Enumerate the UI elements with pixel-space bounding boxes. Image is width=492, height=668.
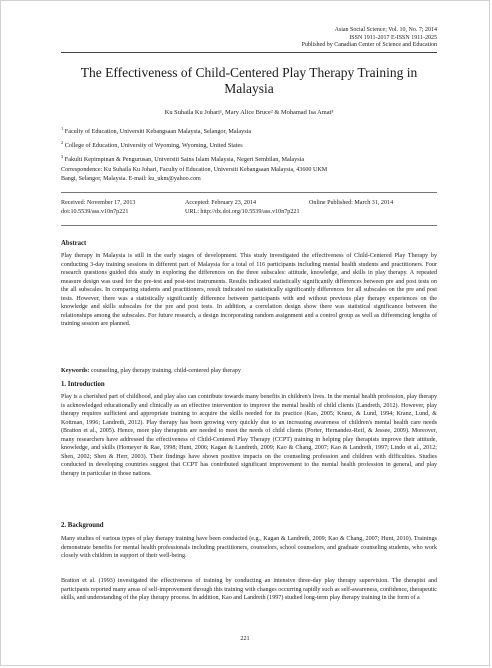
abstract-paragraph: Play therapy in Malaysia is still in the early stages of development. This study investigated the effectiveness of Child-Centered Play Therapy by conducting 3-day training sessions in different part of Malaysia for a total of 116 participants including mental health students and practitioners. Four research questions guided this study in exploring the differences on the three subscales: attitude, knowledge, and skills in play therapy. A repeated measure design was used for the pre-test and post-test instruments. Results indicated statistically significantly differences between pre and post tests on the all subscales. In comparing students and practitioners, result indicated no statistically significantly differences for all subscales on the pre and post tests. However, there was a statistically significantly difference between participants with and without previous play therapy experiences on the knowledge and skills subscales for the pre and post tests. In addition, a correlation design show there was statistical significance between the relationships among the subscales. For future research, a design incorporating random assignment and a control group as well as differencing lengths of training session are planned. <box>61 253 437 328</box>
affiliation-3-text: Fakulti Kepimpinan & Pengurusan, Universiti Sains Islam Malaysia, Negeri Sembilan, Malaysia <box>64 156 305 164</box>
abstract-heading: Abstract <box>61 240 87 247</box>
affiliation-1 <box>61 125 437 135</box>
affiliation-1-num: 1 <box>61 126 64 131</box>
background-text-2 <box>61 577 437 603</box>
keywords-label: Keywords: <box>61 368 90 374</box>
doi-text: doi:10.5539/ass.v10n7p221 <box>61 208 129 215</box>
dates-bottom-rule <box>61 225 437 226</box>
online-date: Online Published: March 31, 2014 <box>309 200 394 206</box>
page-number: 221 <box>240 635 250 642</box>
dates-top-rule <box>61 192 437 193</box>
title-line-2: Malaysia <box>224 81 274 96</box>
journal-volume: Asian Social Science; Vol. 10, No. 7; 2014 <box>334 27 437 33</box>
url-link[interactable]: URL: http://dx.doi.org/10.5539/ass.v10n7p221 <box>185 208 300 215</box>
journal-publisher: Published by Canadian Center of Science and Education <box>301 42 437 49</box>
background-text-1 <box>61 535 437 561</box>
correspondence-line-2: Bangi, Selangor, Malaysia. E-mail: ku_ukm@yahoo.com <box>61 175 201 182</box>
journal-issn: ISSN 1911-2017 E-ISSN 1911-2025 <box>349 34 437 41</box>
introduction-text <box>61 393 437 478</box>
abstract-text <box>61 252 437 329</box>
keywords <box>61 367 437 376</box>
affiliation-2-num: 2 <box>61 140 64 145</box>
affiliation-1-text: Faculty of Education, Universiti Kebangsaan Malaysia, Selangor, Malaysia <box>64 128 252 136</box>
affiliation-2-text: College of Education, University of Wyoming, Wyoming, United States <box>64 142 243 150</box>
introduction-paragraph: Play is a cherished part of childhood, and play also can contribute towards many benefits in children's lives. In the mental health profession, play therapy is acknowledged educationally and clinically as an effective intervention to improve the mental health of child clients (Landreth, 2012). However, play therapy requires sufficient and appropriate training to acquire the skills needed for its practice (Kao, 2005; Kranz, & Lund, 1994; Kranz, Lund, & Kottman, 1996; Landreth, 2012). Play therapy has been growing very quickly due to an increasing awareness of children's mental health care needs (Bratton et al., 2005). Hence, more play therapists are needed to meet the needs of child clients (Porter, Hernandez-Reif, & Jessee, 2009). Moreover, many researchers have addressed the effectiveness of Child-Centered Play Therapy (CCPT) training in helping play therapists improve their attitude, knowledge, and skills (Homeyer & Rae, 1998; Hunt, 2006; Kagan & Landreth, 2009; Kao & Chang, 2007; Kao & Landreth, 1997; Lindo et al., 2012; Shen, 2002; Shen & Herr, 2003). Their findings have shown positive impacts on the counseling profession and children with difficulties. Studies conducted in developing countries suggest that CCPT has contributed significant improvement to the mental health profession in general, and play therapy in particular in those nations. <box>61 394 437 477</box>
header-rule <box>61 52 437 53</box>
correspondence <box>61 166 437 183</box>
background-heading: 2. Background <box>61 522 104 529</box>
affiliation-3-num: 3 <box>61 154 64 159</box>
affiliation-2 <box>61 139 437 149</box>
affiliation-3 <box>61 153 437 163</box>
received-date: Received: November 17, 2013 <box>61 200 136 206</box>
publication-dates <box>61 199 437 216</box>
paper-title <box>61 65 437 97</box>
title-line-1: The Effectiveness of Child-Centered Play Therapy Training in <box>80 65 418 80</box>
background-paragraph-1: Many studies of various types of play therapy training have been conducted (e.g., Kagan & Landreth, 2009; Kao & Chang, 2007; Hunt, 2010). Trainings demonstrate benefits for mental health professionals including practitioners, counselors, school counselors, and graduate counseling students, who work closely with children in support of their well-being. <box>61 536 437 560</box>
author-list: Ku Suhaila Ku Johari¹, Mary Alice Bruce² & Mohamad Isa Amat³ <box>164 109 334 116</box>
journal-info <box>302 27 437 50</box>
correspondence-line-1: Correspondence: Ku Suhaila Ku Johari, Faculty of Education, Universiti Kebangsaan Malaysia, 43600 UKM <box>61 167 328 173</box>
keywords-text: counseling, play therapy training, child-centered play therapy <box>89 368 241 374</box>
background-paragraph-2: Bratton et al. (1993) investigated the effectiveness of training by conducting an intensive three-day play therapy supervision. The therapist and participants reported many areas of self-improvement through this training with changes occurring rapidly such as self-awareness, confidence, therapeutic skills, and understanding of the play therapy process. In addition, Kao and Landreth (1997) studied long-term play therapy training in the form of a <box>61 578 437 602</box>
accepted-date: Accepted: February 23, 2014 <box>185 200 257 206</box>
introduction-heading: 1. Introduction <box>61 381 105 388</box>
